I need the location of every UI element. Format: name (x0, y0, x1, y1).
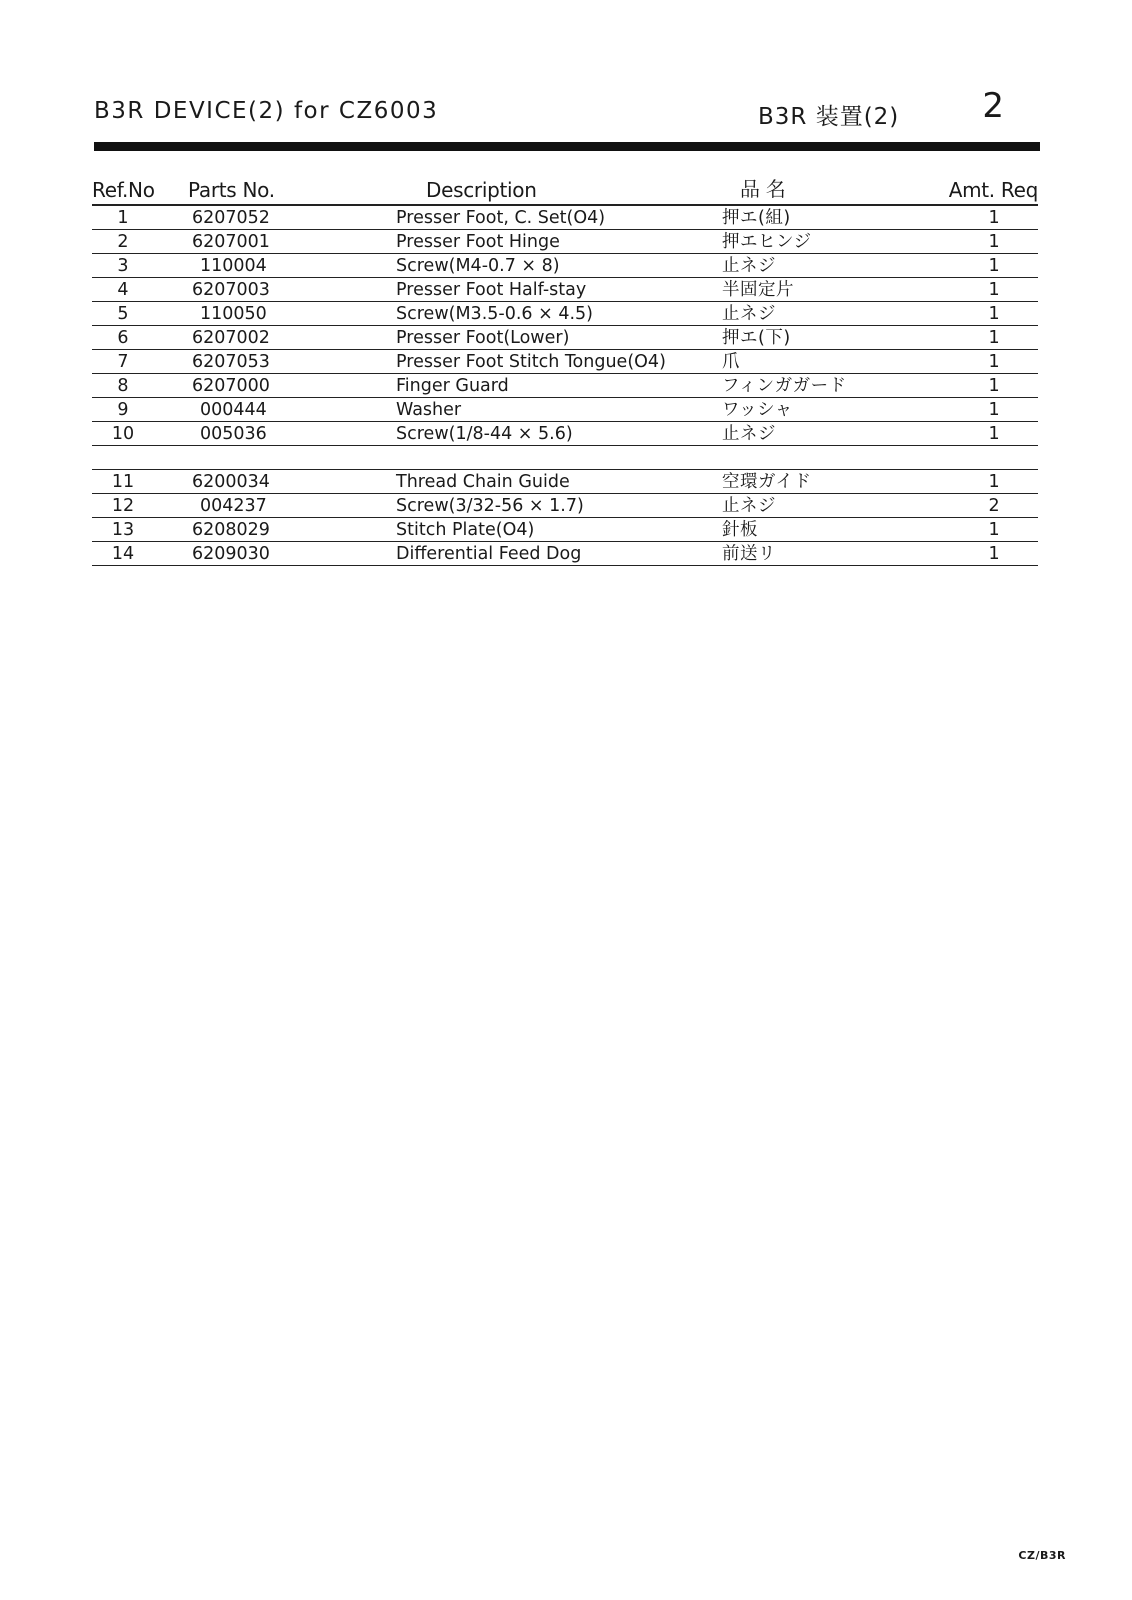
parts-no-cell: 6209030 (158, 542, 396, 566)
ref-no-cell: 1 (92, 205, 158, 230)
table-row (92, 518, 1038, 542)
parts-no-cell: 6207053 (158, 350, 396, 374)
table-row (92, 374, 1038, 398)
table-row (92, 470, 1038, 494)
parts-no-cell: 005036 (158, 422, 396, 446)
table-row (92, 494, 1038, 518)
amount-cell: 1 (946, 230, 1038, 254)
ref-no-cell: 11 (92, 470, 158, 494)
description-cell: Presser Foot(Lower) (396, 326, 722, 350)
name-japanese-cell: ワッシャ (722, 398, 946, 422)
parts-table-body (92, 205, 1038, 566)
column-header-ref-no: Ref.No (92, 172, 158, 205)
amount-cell: 1 (946, 350, 1038, 374)
parts-no-cell: 6207003 (158, 278, 396, 302)
ref-no-cell: 8 (92, 374, 158, 398)
table-row (92, 278, 1038, 302)
name-japanese-cell: 止ネジ (722, 302, 946, 326)
parts-no-cell: 6207002 (158, 326, 396, 350)
amount-cell: 1 (946, 374, 1038, 398)
ref-no-cell: 3 (92, 254, 158, 278)
table-row (92, 230, 1038, 254)
parts-no-cell: 004237 (158, 494, 396, 518)
ref-no-cell: 14 (92, 542, 158, 566)
column-header-amount-required: Amt. Req (946, 172, 1038, 205)
description-cell: Presser Foot Stitch Tongue(O4) (396, 350, 722, 374)
amount-cell: 1 (946, 518, 1038, 542)
ref-no-cell: 7 (92, 350, 158, 374)
amount-cell: 1 (946, 278, 1038, 302)
ref-no-cell: 6 (92, 326, 158, 350)
separator-cell (92, 446, 1038, 470)
parts-no-cell: 000444 (158, 398, 396, 422)
page-title: B3R DEVICE(2) for CZ6003 (94, 98, 439, 124)
column-header-name-japanese: 品 名 (722, 172, 946, 205)
name-japanese-cell: 半固定片 (722, 278, 946, 302)
parts-table-header (92, 172, 1038, 205)
parts-no-cell: 6200034 (158, 470, 396, 494)
amount-cell: 1 (946, 326, 1038, 350)
ref-no-cell: 2 (92, 230, 158, 254)
table-row (92, 542, 1038, 566)
column-header-parts-no: Parts No. (158, 172, 396, 205)
ref-no-cell: 9 (92, 398, 158, 422)
name-japanese-cell: 押エ(下) (722, 326, 946, 350)
description-cell: Screw(M4-0.7 × 8) (396, 254, 722, 278)
name-japanese-cell: 止ネジ (722, 494, 946, 518)
amount-cell: 1 (946, 422, 1038, 446)
description-cell: Presser Foot, C. Set(O4) (396, 205, 722, 230)
name-japanese-cell: 押エヒンジ (722, 230, 946, 254)
name-japanese-cell: フィンガガード (722, 374, 946, 398)
amount-cell: 2 (946, 494, 1038, 518)
name-japanese-cell: 前送リ (722, 542, 946, 566)
description-cell: Stitch Plate(O4) (396, 518, 722, 542)
group-separator-row (92, 446, 1038, 470)
amount-cell: 1 (946, 398, 1038, 422)
description-cell: Presser Foot Half-stay (396, 278, 722, 302)
footer-code: CZ/B3R (1018, 1549, 1066, 1562)
table-row (92, 350, 1038, 374)
description-cell: Differential Feed Dog (396, 542, 722, 566)
column-header-description: Description (396, 172, 722, 205)
table-row (92, 398, 1038, 422)
name-japanese-cell: 止ネジ (722, 254, 946, 278)
table-row (92, 326, 1038, 350)
parts-no-cell: 6207001 (158, 230, 396, 254)
parts-no-cell: 6207052 (158, 205, 396, 230)
ref-no-cell: 12 (92, 494, 158, 518)
description-cell: Screw(3/32-56 × 1.7) (396, 494, 722, 518)
name-japanese-cell: 爪 (722, 350, 946, 374)
table-row (92, 302, 1038, 326)
description-cell: Screw(M3.5-0.6 × 4.5) (396, 302, 722, 326)
table-row (92, 422, 1038, 446)
name-japanese-cell: 針板 (722, 518, 946, 542)
name-japanese-cell: 空環ガイド (722, 470, 946, 494)
name-japanese-cell: 止ネジ (722, 422, 946, 446)
amount-cell: 1 (946, 470, 1038, 494)
table-row (92, 254, 1038, 278)
description-cell: Presser Foot Hinge (396, 230, 722, 254)
ref-no-cell: 10 (92, 422, 158, 446)
amount-cell: 1 (946, 542, 1038, 566)
amount-cell: 1 (946, 302, 1038, 326)
page-header (94, 86, 1036, 136)
page-number: 2 (982, 86, 1004, 126)
table-row (92, 205, 1038, 230)
description-cell: Screw(1/8-44 × 5.6) (396, 422, 722, 446)
parts-no-cell: 6207000 (158, 374, 396, 398)
amount-cell: 1 (946, 254, 1038, 278)
ref-no-cell: 13 (92, 518, 158, 542)
title-divider (94, 142, 1040, 151)
page-title-japanese: B3R 装置(2) (758, 104, 900, 130)
description-cell: Washer (396, 398, 722, 422)
description-cell: Finger Guard (396, 374, 722, 398)
parts-no-cell: 110004 (158, 254, 396, 278)
name-japanese-cell: 押エ(組) (722, 205, 946, 230)
ref-no-cell: 5 (92, 302, 158, 326)
description-cell: Thread Chain Guide (396, 470, 722, 494)
parts-table (92, 172, 1038, 566)
parts-no-cell: 6208029 (158, 518, 396, 542)
parts-no-cell: 110050 (158, 302, 396, 326)
amount-cell: 1 (946, 205, 1038, 230)
ref-no-cell: 4 (92, 278, 158, 302)
